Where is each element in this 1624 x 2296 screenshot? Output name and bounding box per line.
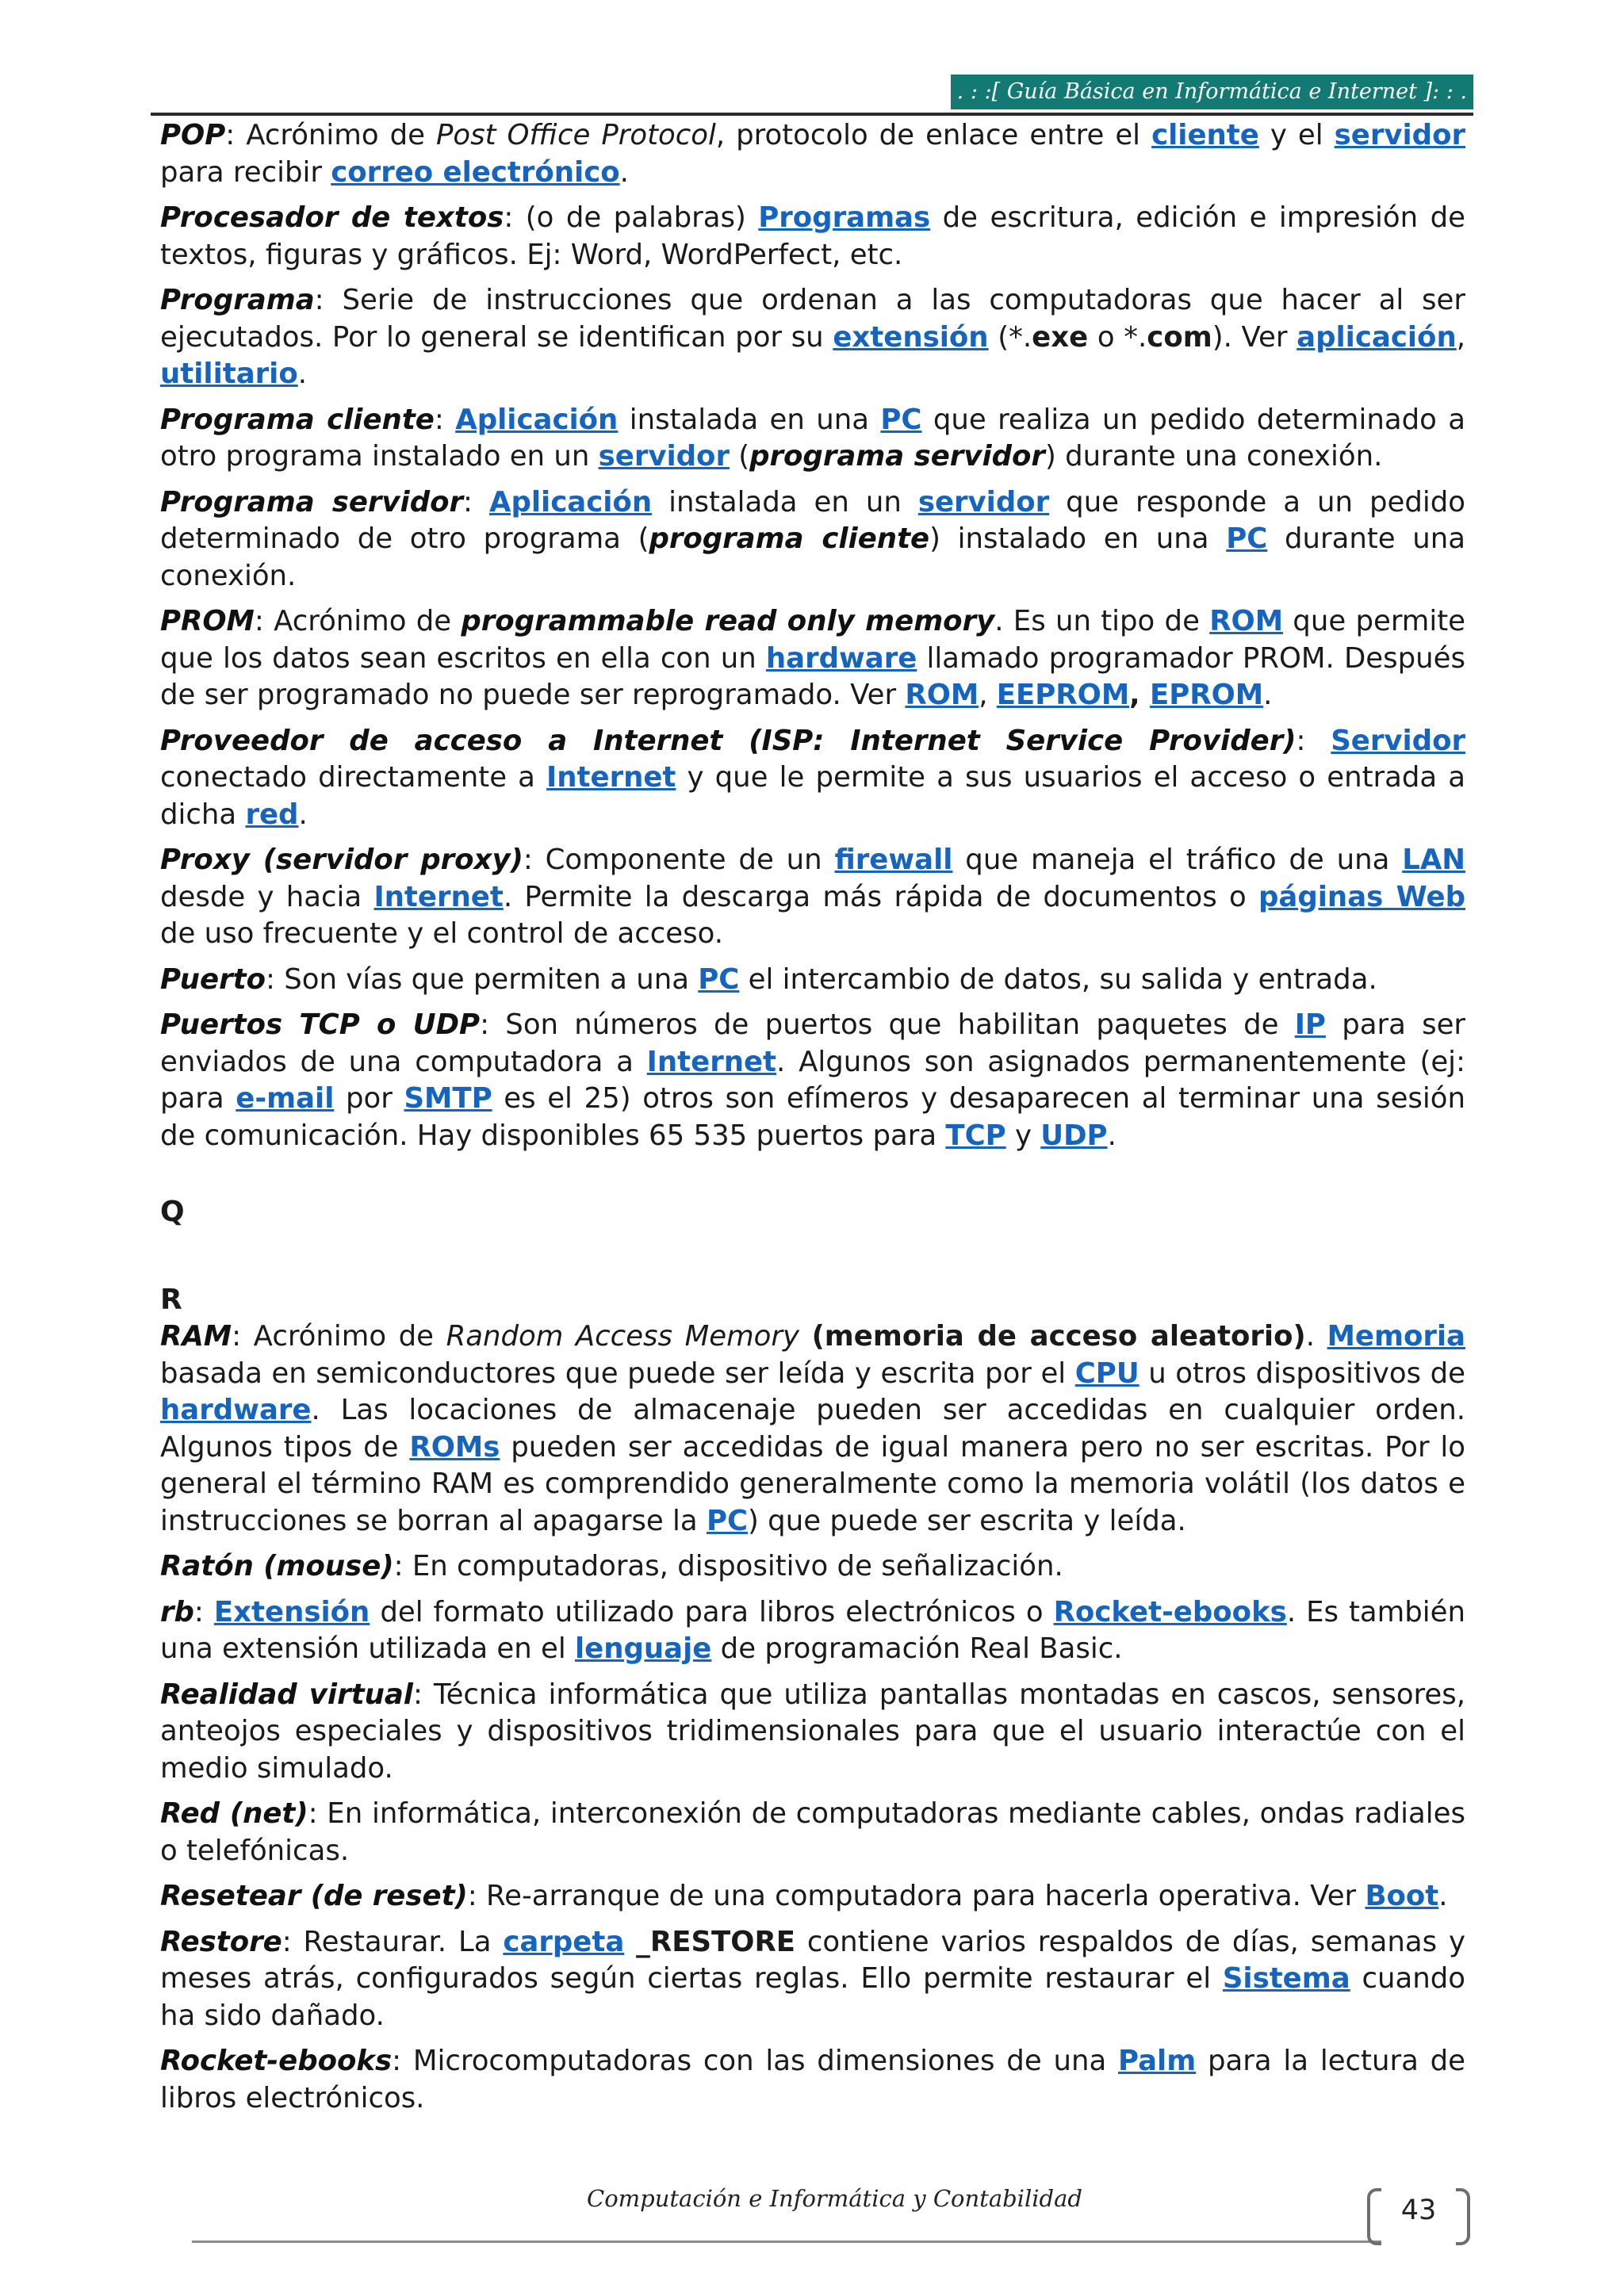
glossary-entry-proxy: Proxy (servidor proxy): Componente de un firewall que maneja el tráfico de una LAN desde y hacia Internet. Permite la descarga más rápida de documentos o páginas Web de uso frecuente y el control de acceso.: [160, 844, 1466, 950]
entry-term: Programa servidor: [160, 485, 464, 519]
link-smtp[interactable]: SMTP: [404, 1082, 492, 1115]
entry-term: RAM: [160, 1320, 232, 1353]
link-eeprom[interactable]: EEPROM: [996, 679, 1130, 711]
link-pc[interactable]: PC: [706, 1504, 749, 1537]
glossary-entry-restore: Restore: Restaurar. La carpeta _RESTORE contiene varios respaldos de días, semanas y meses atrás, configurados según ciertas reglas. Ello permite restaurar el Sistema cuando ha sido dañado.: [160, 1925, 1465, 2032]
footer-divider: [192, 2241, 1381, 2243]
page-number-box: [1367, 2185, 1470, 2247]
entry-term: Resetear (de reset): [160, 1880, 468, 1912]
entry-term: rb: [160, 1595, 194, 1628]
link-servidor[interactable]: servidor: [1334, 119, 1465, 151]
link-red[interactable]: red: [245, 798, 299, 831]
section-letter-r: R: [160, 1283, 182, 1316]
glossary-entry-resetear: Resetear (de reset): Re-arranque de una computadora para hacerla operativa. Ver Boot.: [160, 1880, 1448, 1912]
link-tcp[interactable]: TCP: [945, 1119, 1006, 1152]
link-firewall[interactable]: firewall: [834, 844, 953, 876]
link-memoria[interactable]: Memoria: [1327, 1320, 1465, 1353]
entry-term: Procesador de textos: [160, 201, 504, 234]
link-ip[interactable]: IP: [1294, 1008, 1326, 1041]
glossary-entry-programa: Programa: Serie de instrucciones que ordenan a las computadoras que hacer al ser ejecutados. Por lo general se identifican por su extensión (*.exe o *.com). Ver aplicación, utilitario.: [160, 284, 1466, 390]
link-pc[interactable]: PC: [1226, 522, 1268, 555]
link-hardware[interactable]: hardware: [160, 1394, 312, 1426]
link-rocket-ebooks[interactable]: Rocket-ebooks: [1053, 1595, 1287, 1628]
link-e-mail[interactable]: e-mail: [236, 1082, 335, 1115]
header-title: . : :[ Guía Básica en Informática e Internet ]: : .: [951, 75, 1473, 109]
entry-term: Puerto: [160, 962, 266, 996]
link-servidor[interactable]: Servidor: [1331, 724, 1465, 757]
link-paginas-web[interactable]: páginas Web: [1258, 880, 1466, 913]
link-pc[interactable]: PC: [698, 962, 740, 996]
glossary-entry-realidad-virtual: Realidad virtual: Técnica informática que utiliza pantallas montadas en cascos, sensores, anteojos especiales y dispositivos tridimensionales para que el usuario interactúe con el medio simulado.: [160, 1678, 1465, 1785]
link-internet[interactable]: Internet: [646, 1045, 777, 1078]
glossary-entry-rb: rb: Extensión del formato utilizado para libros electrónicos o Rocket-ebooks. Es también una extensión utilizada en el lenguaje de programación Real Basic.: [160, 1595, 1466, 1665]
section-letter-q: Q: [160, 1196, 185, 1228]
link-lan[interactable]: LAN: [1402, 844, 1466, 876]
glossary-entry-ram: RAM: Acrónimo de Random Access Memory (memoria de acceso aleatorio). Memoria basada en semiconductores que puede ser leída y escrita por el CPU u otros dispositivos de hardware. Las locaciones de almacenaje pueden ser accedidas en cualquier orden. Algunos tipos de ROMs pueden ser accedidas de igual manera pero no ser escritas. Por lo general el término RAM es comprendido generalmente como la memoria volátil (los datos e instrucciones se borran al apagarse la PC) que puede ser escrita y leída.: [160, 1320, 1465, 1537]
glossary-entry-puertos-tcp-udp: Puertos TCP o UDP: Son números de puertos que habilitan paquetes de IP para ser enviados de una computadora a Internet. Algunos son asignados permanentemente (ej: para e-mail por SMTP es el 25) otros son efímeros y desaparecen al terminar una sesión de comunicación. Hay disponibles 65 535 puertos para TCP y UDP.: [160, 1008, 1466, 1152]
link-programas[interactable]: Programas: [758, 201, 931, 234]
link-eprom[interactable]: EPROM: [1150, 679, 1264, 711]
entry-term: Realidad virtual: [160, 1678, 413, 1711]
link-correo-electronico[interactable]: correo electrónico: [331, 155, 620, 189]
entry-term: Proveedor de acceso a Internet (ISP: Internet Service Provider): [160, 724, 1297, 757]
glossary-entry-programa-cliente: Programa cliente: Aplicación instalada en una PC que realiza un pedido determinado a otro programa instalado en un servidor (programa servidor) durante una conexión.: [160, 403, 1466, 473]
right-bracket-icon: [1456, 2188, 1470, 2245]
link-servidor[interactable]: servidor: [598, 440, 730, 473]
glossary-entry-pop: POP: Acrónimo de Post Office Protocol, protocolo de enlace entre el cliente y el servidor para recibir correo electrónico.: [160, 119, 1465, 189]
link-cliente[interactable]: cliente: [1151, 119, 1259, 151]
link-aplicacion[interactable]: aplicación: [1297, 320, 1457, 354]
page-number: 43: [1400, 2195, 1437, 2226]
entry-term: Ratón (mouse): [160, 1550, 394, 1582]
entry-term: Puertos TCP o UDP: [160, 1008, 481, 1041]
footer-text: Computación e Informática y Contabilidad: [587, 2185, 1082, 2212]
link-boot[interactable]: Boot: [1365, 1880, 1439, 1912]
glossary-entry-procesador-de-textos: Procesador de textos: (o de palabras) Programas de escritura, edición e impresión de textos, figuras y gráficos. Ej: Word, WordPerfect, etc.: [160, 201, 1465, 271]
link-utilitario[interactable]: utilitario: [160, 358, 298, 390]
link-servidor[interactable]: servidor: [917, 485, 1050, 519]
entry-term: Proxy (servidor proxy): [160, 844, 523, 876]
glossary-entry-puerto: Puerto: Son vías que permiten a una PC el intercambio de datos, su salida y entrada.: [160, 962, 1377, 996]
link-internet[interactable]: Internet: [373, 880, 504, 913]
link-aplicacion[interactable]: Aplicación: [489, 485, 653, 519]
link-udp[interactable]: UDP: [1040, 1119, 1108, 1152]
link-rom[interactable]: ROM: [905, 679, 979, 711]
entry-term: Red (net): [160, 1797, 308, 1830]
link-rom[interactable]: ROM: [1209, 605, 1284, 637]
page-header: [151, 75, 1473, 116]
link-internet[interactable]: Internet: [546, 761, 676, 794]
glossary-entry-prom: PROM: Acrónimo de programmable read only memory. Es un tipo de ROM que permite que los datos sean escritos en ella con un hardware llamado programador PROM. Después de ser programado no puede ser reprogramado. Ver ROM, EEPROM, EPROM.: [160, 605, 1465, 711]
link-extension[interactable]: Extensión: [213, 1595, 370, 1628]
link-roms[interactable]: ROMs: [409, 1430, 500, 1464]
link-hardware[interactable]: hardware: [765, 641, 917, 675]
link-carpeta[interactable]: carpeta: [503, 1925, 625, 1958]
entry-term: POP: [160, 119, 226, 151]
entry-term: Programa: [160, 284, 315, 316]
entry-term: PROM: [160, 605, 255, 637]
glossary-entry-raton: Ratón (mouse): En computadoras, dispositivo de señalización.: [160, 1550, 1063, 1582]
link-cpu[interactable]: CPU: [1074, 1357, 1139, 1390]
link-aplicacion[interactable]: Aplicación: [455, 403, 619, 436]
entry-term: Restore: [160, 1925, 282, 1958]
link-lenguaje[interactable]: lenguaje: [574, 1632, 712, 1665]
glossary-entry-isp: Proveedor de acceso a Internet (ISP: Internet Service Provider): Servidor conectado directamente a Internet y que le permite a sus usuarios el acceso o entrada a dicha red.: [160, 724, 1465, 831]
link-sistema[interactable]: Sistema: [1222, 1962, 1350, 1995]
glossary-entry-rocket-ebooks: Rocket-ebooks: Microcomputadoras con las dimensiones de una Palm para la lectura de libros electrónicos.: [160, 2045, 1465, 2114]
glossary-entry-programa-servidor: Programa servidor: Aplicación instalada en un servidor que responde a un pedido determinado de otro programa (programa cliente) instalado en una PC durante una conexión.: [160, 485, 1466, 592]
link-palm[interactable]: Palm: [1118, 2045, 1197, 2077]
link-pc[interactable]: PC: [880, 403, 922, 436]
glossary-entry-red: Red (net): En informática, interconexión de computadoras mediante cables, ondas radiales o telefónicas.: [160, 1797, 1466, 1867]
entry-term: Rocket-ebooks: [160, 2045, 393, 2077]
entry-term: Programa cliente: [160, 403, 435, 436]
glossary-content: [160, 117, 1465, 2126]
link-extension[interactable]: extensión: [833, 320, 989, 354]
